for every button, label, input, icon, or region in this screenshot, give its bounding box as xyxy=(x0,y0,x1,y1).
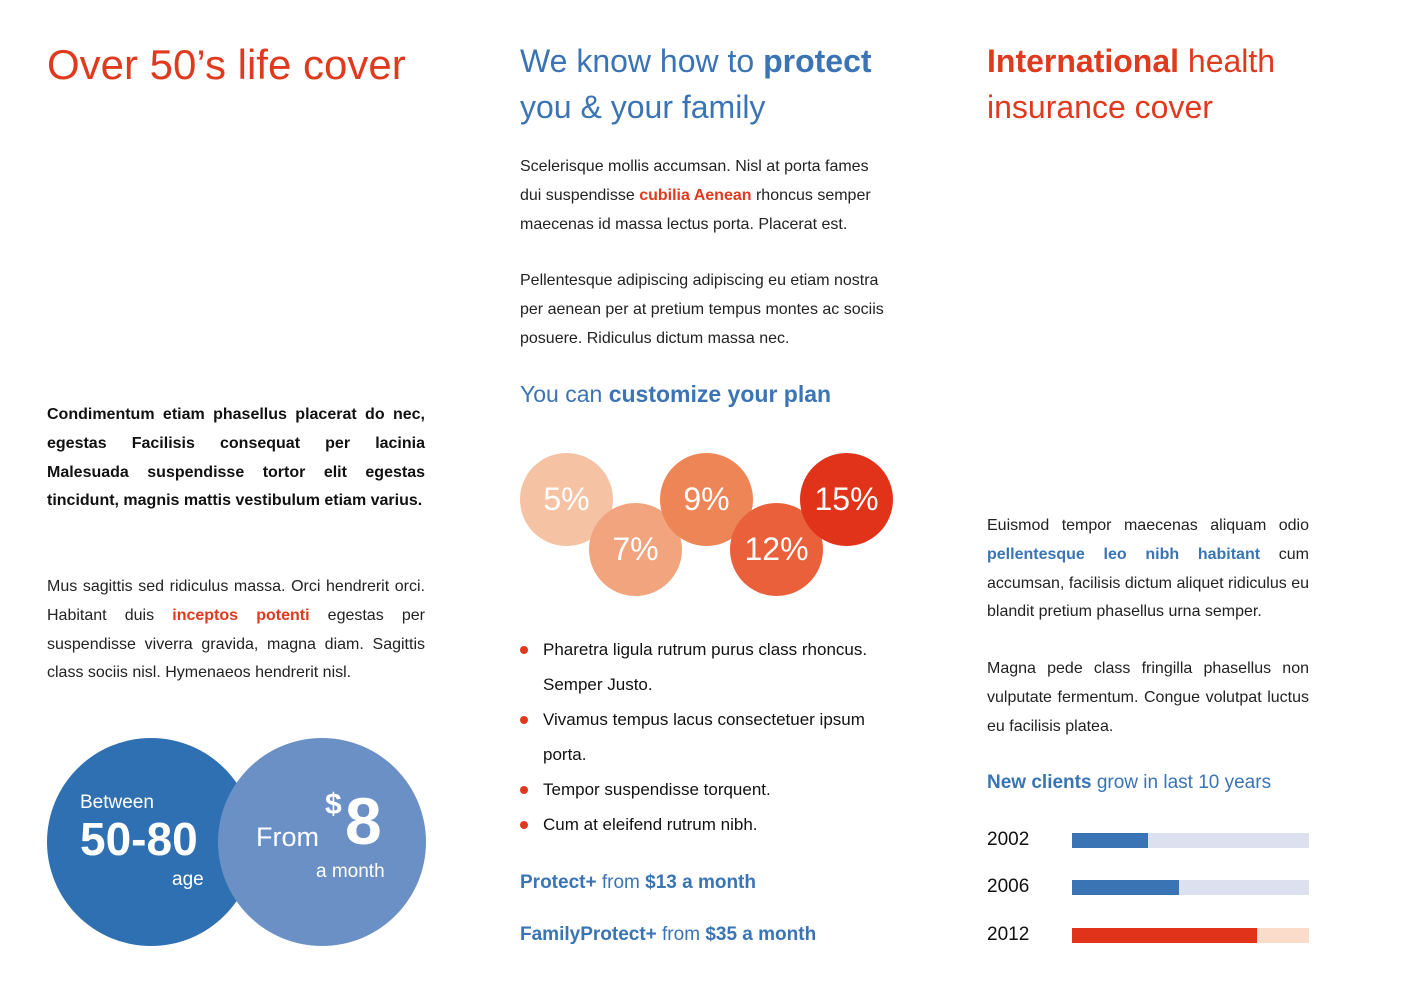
bar-category-label: 2012 xyxy=(987,924,1030,945)
international-paragraph-1 xyxy=(987,512,1309,627)
list-item-text: Tempor suspendisse torquent. xyxy=(543,780,771,799)
life-cover-paragraph xyxy=(47,573,425,688)
bar-category-label: 2002 xyxy=(987,829,1030,850)
text-segment: Scelerisque mollis accumsan. Nisl at porta fames dui suspendisse xyxy=(520,158,869,204)
price-circle xyxy=(218,738,426,946)
heading-text: You can xyxy=(520,381,609,407)
list-item xyxy=(520,807,900,842)
age-label: Between xyxy=(80,792,154,813)
bar-track xyxy=(1072,880,1309,895)
highlight-text: inceptos potenti xyxy=(172,606,310,624)
bullet-dot-icon xyxy=(520,716,528,724)
age-range: 50-80 xyxy=(80,813,198,865)
highlight-text: pellentesque leo nibh habitant xyxy=(987,545,1261,563)
age-price-circles xyxy=(47,738,427,948)
offer-protect xyxy=(520,872,756,894)
heading-emphasis: customize your plan xyxy=(608,381,832,407)
feature-list xyxy=(520,632,900,842)
text-segment: Mus sagittis sed ridiculus massa. Orci hendrerit orci. Habitant duis xyxy=(47,578,425,624)
list-item xyxy=(520,772,900,807)
protect-paragraph-2: Pellentesque adipiscing adipiscing eu etiam nostra per aenean per at pretium tempus montes ac sociis posuere. Ridiculus dictum massa nec. xyxy=(520,272,884,347)
bar-fill xyxy=(1072,833,1148,848)
bar-category-label: 2006 xyxy=(987,876,1030,897)
bar-fill xyxy=(1072,928,1257,943)
bar-row xyxy=(987,875,1309,899)
price-period: a month xyxy=(316,861,385,882)
list-item xyxy=(520,632,900,702)
clients-chart-heading xyxy=(987,772,1271,794)
heading-text: grow in last 10 years xyxy=(1091,772,1272,793)
percentage-bubble: 9% xyxy=(660,453,753,546)
offer-from: from xyxy=(596,872,646,893)
life-cover-title: Over 50’s life cover xyxy=(47,41,406,88)
percentage-bubble: 15% xyxy=(800,453,893,546)
price-amount: 8 xyxy=(345,784,382,858)
list-item-text: Pharetra ligula rutrum purus class rhoncus. Semper Justo. xyxy=(543,640,868,694)
bullet-dot-icon xyxy=(520,821,528,829)
highlight-text: cubilia Aenean xyxy=(639,186,752,204)
customize-heading xyxy=(520,381,831,408)
offer-price: $35 a month xyxy=(705,924,817,945)
offer-from: from xyxy=(656,924,706,945)
price-prefix: From xyxy=(256,822,319,852)
title-text: health insurance cover xyxy=(987,43,1276,125)
bullet-dot-icon xyxy=(520,646,528,654)
offer-family-protect xyxy=(520,924,816,946)
protect-paragraph-1 xyxy=(520,153,894,239)
title-emphasis: protect xyxy=(763,43,872,79)
percentage-bubble: 7% xyxy=(589,503,682,596)
offer-name: FamilyProtect+ xyxy=(520,924,657,945)
bar-fill xyxy=(1072,880,1179,895)
text-segment: cum accumsan, facilisis dictum aliquet ridiculus eu blandit pretium phasellus urna semper. xyxy=(987,545,1310,621)
text-segment: Euismod tempor maecenas aliquam odio xyxy=(987,517,1309,534)
text-segment: egestas per suspendisse viverra gravida, magna diam. Sagittis class sociis nisl. Hymenaeos hendrerit nisl. xyxy=(47,606,425,682)
bar-track xyxy=(1072,833,1309,848)
percentage-bubble: 12% xyxy=(730,503,823,596)
list-item-text: Cum at eleifend rutrum nibh. xyxy=(543,815,758,834)
list-item-text: Vivamus tempus lacus consectetuer ipsum porta. xyxy=(543,710,865,764)
percentage-bubble: 5% xyxy=(520,453,613,546)
offer-price: $13 a month xyxy=(645,872,756,893)
bullet-dot-icon xyxy=(520,786,528,794)
heading-emphasis: New clients xyxy=(987,772,1092,793)
international-title xyxy=(987,38,1309,130)
age-unit: age xyxy=(172,869,204,890)
list-item xyxy=(520,702,900,772)
bar-row xyxy=(987,923,1309,947)
offer-name: Protect+ xyxy=(520,872,597,893)
title-emphasis: International xyxy=(987,43,1180,79)
bar-track xyxy=(1072,928,1309,943)
title-text: We know how to xyxy=(520,43,764,79)
international-paragraph-2: Magna pede class fringilla phasellus non vulputate fermentum. Congue volutpat luctus eu facilisis platea. xyxy=(987,660,1309,735)
title-text: you & your family xyxy=(520,89,766,125)
text-segment: rhoncus semper maecenas id massa lectus porta. Placerat est. xyxy=(520,186,871,233)
bar-row xyxy=(987,828,1309,852)
life-cover-intro: Condimentum etiam phasellus placerat do nec, egestas Facilisis consequat per lacinia Malesuada suspendisse tortor elit egestas tincidunt, magnis mattis vestibulum etiam varius. xyxy=(47,406,425,510)
protect-title xyxy=(520,38,872,130)
price-currency: $ xyxy=(325,788,342,821)
